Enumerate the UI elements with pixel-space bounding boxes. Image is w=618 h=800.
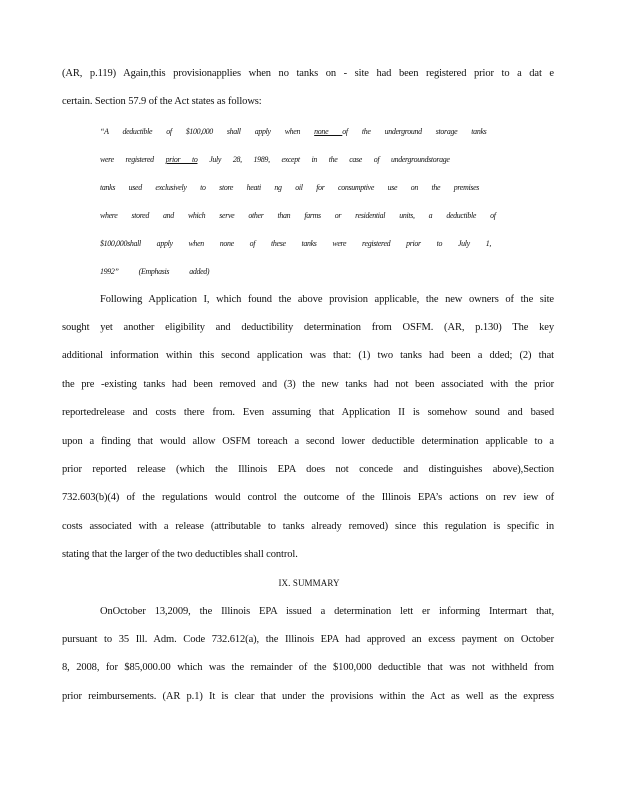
text-line: costs associated with a release (attributable to tanks already removed) since this regulation is specific in [62,521,554,532]
text-line: prior reimbursements. (AR p.1) It is clear that under the provisions within the Act as well as the express [62,691,554,702]
quote-emphasis: prior to [165,154,198,164]
text-line: pursuant to 35 Ill. Adm. Code 732.612(a), the Illinois EPA had approved an excess payment on October [62,634,554,645]
quote-line [100,125,486,137]
text-line: sought yet another eligibility and deductibility determination from OSFM. (AR, p.130) The key [62,322,554,333]
quote-text: of the underground storage tanks [342,126,487,136]
quote-line [100,153,450,165]
text-line: certain. Section 57.9 of the Act states as follows: [62,96,262,107]
text-line: 8, 2008, for $85,000.00 which was the remainder of the $100,000 deductible that was not withheld from [62,662,554,673]
text-line: prior reported release (which the Illinois EPA does not concede and distinguishes above),Section [62,464,554,475]
quote-text: July 28, 1989, except in the case of undergroundstorage [197,154,450,164]
quote-text: “A deductible of $100,000 shall apply when [100,126,315,136]
text-line: upon a finding that would allow OSFM toreach a second lower deductible determination applicable to a [62,436,554,447]
quote-text: were registered [100,154,166,164]
text-line: reportedrelease and costs there from. Even assuming that Application II is somehow sound and based [62,407,554,418]
section-heading: IX. SUMMARY [278,578,340,588]
quote-line: tanks used exclusively to store heati ng oil for consumptive use on the premises [100,182,480,192]
text-line: 732.603(b)(4) of the regulations would control the outcome of the Illinois EPA’s actions on rev iew of [62,492,554,503]
quote-emphasis: none [314,126,343,136]
text-line: Following Application I, which found the above provision applicable, the new owners of the site [100,294,554,305]
text-line: stating that the larger of the two deductibles shall control. [62,549,298,560]
text-line: the pre -existing tanks had been removed and (3) the new tanks had not been associated with the prior [62,379,554,390]
quote-line: 1992” (Emphasis added) [100,266,210,276]
text-line: OnOctober 13,2009, the Illinois EPA issued a determination lett er informing Intermart that, [100,606,554,617]
text-line: (AR, p.119) Again,this provisionapplies when no tanks on - site had been registered prior to a dat e [62,68,554,79]
quote-line: $100,000shall apply when none of these tanks were registered prior to July 1, [100,238,491,248]
text-line: additional information within this second application was that: (1) two tanks had been a dded; (2) that [62,350,554,361]
quote-line: where stored and which serve other than farms or residential units, a deductible of [100,210,496,220]
